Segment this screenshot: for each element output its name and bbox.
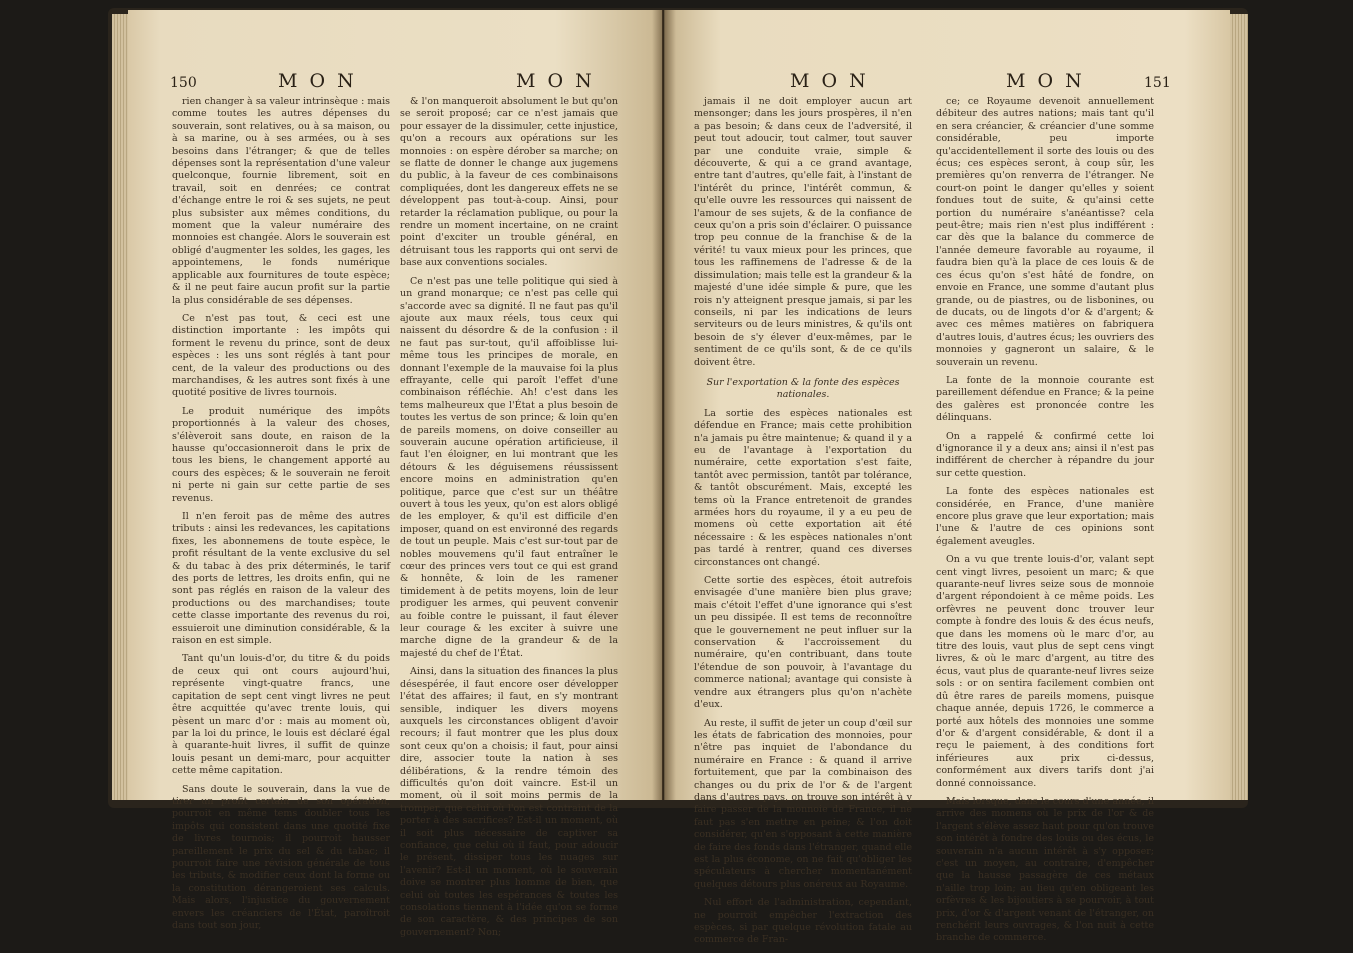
paragraph: Le produit numérique des impôts proportionnés à la valeur des choses, s'élèveroit sans doute, en raison de la hausse qu'occasionneroit dans le prix de tous les biens, le changement apporté au cours des espèces; & le souverain ne feroit ni perte ni gain sur cette partie de ses revenus. <box>172 405 390 504</box>
paragraph: La fonte de la monnoie courante est pareillement défendue en France; & la peine des galères est prononcée contre les délinquans. <box>936 374 1154 424</box>
paragraph: Sans doute le souverain, dans la vue de tirer un profit certain de son opération, pourroit en même tems doubler tous les impôts qui consistent dans une quotité fixe de livres tournois; il pourroit hausser pareillement le prix du sel & du tabac; il pourroit faire une révision générale de tous les tributs, & modifier ceux dont la forme ou la constitution dérangeroient ses calculs. Mais alors, l'injustice du gouvernement envers les créanciers de l'État, paroîtroit dans tout son jour, <box>172 783 390 931</box>
paragraph: Cette sortie des espèces, étoit autrefois envisagée d'une manière bien plus grave; mais c'étoit l'effet d'une ignorance qui s'est un peu dissipée. Il est tems de reconnoître que le gouvernement ne peut influer sur la conservation & l'accroissement du numéraire, qu'en contribuant, dans toute l'étendue de son pouvoir, à l'avantage du commerce national; avantage qui consiste à vendre aux étrangers plus qu'on n'achète d'eux. <box>694 575 912 711</box>
paragraph: Au reste, il suffit de jeter un coup d'œil sur les états de fabrication des monnoies, pour n'être pas inquiet de l'abondance du numéraire en France : & quand il arrive fortuitement, que par la combinaison des changes ou du prix de l'or & de l'argent dans d'autres pays, on trouve son intérêt à y faire passer de la monnoie de France, il ne faut pas s'en mettre en peine; & l'on doit considérer, qu'en s'opposant à cette manière de faire des fonds dans l'étranger, quand elle est la plus économe, on ne fait qu'obliger les spéculateurs à chercher momentanément quelques détours plus onéreux au Royaume. <box>694 717 912 890</box>
paragraph: La sortie des espèces nationales est défendue en France; mais cette prohibition n'a jamais pu être maintenue; & quand il y a eu de l'avantage à l'exportation du numéraire, cette exportation s'est faite, tantôt avec permission, tantôt par tolérance, & tantôt obscurément. Mais, excepté les tems où la France entretenoit de grandes armées hors du royaume, il y a eu peu de momens où cette exportation ait été nécessaire : & les espèces nationales n'ont pas tardé à rentrer, quand ces diverses circonstances ont changé. <box>694 407 912 568</box>
paragraph: On a vu que trente louis-d'or, valant sept cent vingt livres, pesoient un marc; & que quarante-neuf livres seize sous de monnoie d'argent répondoient à ce même poids. Les orfèvres ne peuvent donc trouver leur compte à fondre des louis & des écus neufs, que dans les momens où le marc d'or, au titre des louis, vaut plus de sept cens vingt livres, & où le marc d'argent, au titre des écus, vaut plus de quarante-neuf livres seize sols : or on sentira facilement combien ont dû être rares de pareils momens, puisque chaque année, depuis 1726, le commerce a porté aux hôtels des monnoies une somme d'or & d'argent considérable, & dont il a reçu le paiement, à des conditions fort inférieures aux prix ci-dessus, conformément aux divers tarifs dont j'ai donné connoissance. <box>936 554 1154 789</box>
paragraph: Nul effort de l'administration, cependant, ne pourroit empêcher l'extraction des espèces, si par quelque révolution fatale au commerce de Fran- <box>694 897 912 946</box>
left-column-1 <box>172 96 390 938</box>
paragraph: Ainsi, dans la situation des finances la plus désespérée, il faut encore oser développer l'état des affaires; il faut, en s'y montrant sensible, indiquer les divers moyens auxquels les circonstances obligent d'avoir recours; il faut montrer que les plus doux sont ceux qu'on a choisis; il faut, pour ainsi dire, associer toute la nation à ses délibérations, & la rendre témoin des difficultés qu'on doit vaincre. Est-il un moment, où il soit moins permis de la tromper, que celui où l'on est contraint de la porter à des sacrifices? Est-il un moment, où il soit plus nécessaire de captiver sa confiance, que celui où il faut, pour adoucir le présent, dissiper tous les nuages sur l'avenir? Est-il un moment, où le souverain doive se montrer plus homme de bien, que celui où toutes les espérances & toutes les consolations tiennent à l'idée qu'on se forme de son caractère, & des principes de son gouvernement? Non; <box>400 666 618 938</box>
paragraph: On a rappelé & confirmé cette loi d'ignorance il y a deux ans; ainsi il n'est pas indifférent de chercher à répandre du jour sur cette question. <box>936 430 1154 479</box>
paragraph: Il n'en feroit pas de même des autres tributs : ainsi les redevances, les capitations fixes, les abonnemens de toute espèce, le profit résultant de la vente exclusive du sel & du tabac à des prix déterminés, le tarif des ports de lettres, les droits enfin, qui ne sont pas réglés en raison de la valeur des productions ou des marchandises; toute cette classe importante des revenus du roi, essuieroit une diminution considérable, & la raison en est simple. <box>172 511 390 647</box>
paragraph: Ce n'est pas tout, & ceci est une distinction importante : les impôts qui forment le revenu du prince, sont de deux espèces : les uns sont réglés à tant pour cent, de la valeur des productions ou des marchandises, & les autres sont fixés à une quotité positive de livres tournois. <box>172 312 390 399</box>
left-column-2 <box>400 96 618 945</box>
right-column-1 <box>694 96 912 953</box>
right-page <box>664 10 1230 946</box>
paragraph: Tant qu'un louis-d'or, du titre & du poids de ceux qui ont cours aujourd'hui, représente vingt-quatre francs, une capitation de sept cent vingt livres ne peut être acquittée qu'avec trente louis, qui pèsent un marc d'or : mais au moment où, par la loi du prince, le louis est déclaré égal à quarante-huit livres, il suffit de quinze louis pesant un demi-marc, pour acquitter cette même capitation. <box>172 653 390 777</box>
page-number-left: 150 <box>170 75 197 91</box>
paragraph: Mais lorsque, dans le cours d'une année, il arrive des momens où le prix de l'or & de l'argent s'élève assez haut pour qu'on trouve son intérêt à fondre des louis ou des écus, le souverain n'a aucun intérêt à s'y opposer; c'est un moyen, au contraire, d'empêcher que la hausse passagère de ces métaux n'aille trop loin; au lieu qu'en obligeant les orfèvres & les bijoutiers à se pourvoir, à tout prix, d'or & d'argent venant de l'étranger, on renchérit leurs ouvrages, & l'on nuit à cette branche de commerce. <box>936 795 1154 944</box>
running-head-left-1: M O N <box>278 70 357 92</box>
page-edges-right <box>1230 14 1248 800</box>
book-gutter <box>652 10 676 800</box>
running-head-right-2: M O N <box>1006 70 1085 92</box>
paragraph: ce; ce Royaume devenoit annuellement débiteur des autres nations; mais tant qu'il en sera créancier, & créancier d'une somme considérable, peu importe qu'accidentellement il sorte des louis ou des écus; ces espèces seront, à coup sûr, les premières qu'on renverra de l'étranger. Ne court-on point le danger qu'elles y soient fondues tout de suite, & qu'ainsi cette portion du numéraire s'anéantisse? cela peut-être; mais rien n'est plus indifférent : car dès que la balance du commerce de l'année demeure favorable au royaume, il faudra bien qu'à la place de ces louis & de ces écus qu'on s'est hâté de fondre, on envoie en France, une somme d'autant plus grande, ou de piastres, ou de lisbonines, ou de ducats, ou de lingots d'or & d'argent; & avec ces mêmes matières on fabriquera d'autres louis, d'autres écus; les ouvriers des monnoies y gagneront un salaire, & le souverain un revenu. <box>936 96 1154 368</box>
paragraph: Ce n'est pas une telle politique qui sied à un grand monarque; ce n'est pas celle qui s'accorde avec sa dignité. Il ne faut pas qu'il ajoute aux maux réels, tous ceux qui naissent du désordre & de la confusion : il ne faut pas sur-tout, qu'il affoiblisse lui-même tous les principes de morale, en donnant l'exemple de la mauvaise foi la plus effrayante, celle qui paroît l'effet d'une combinaison réfléchie. Ah! c'est dans les tems malheureux que l'État a plus besoin de toutes les vertus de son prince; & loin qu'en de pareils momens, on doive conseiller au souverain aucune opération artificieuse, il faut l'en éloigner, en lui montrant que les détours & les déguisemens réussissent encore moins en administration qu'en politique, parce que c'est sur un théâtre ouvert à tous les yeux, qu'on est alors obligé de les employer, & qu'il est difficile d'en imposer, quand on est environné des regards de tout un peuple. Mais c'est sur-tout par de nobles mouvemens qu'il faut entraîner le cœur des princes vers tout ce qui est grand & honnête, & loin de les ramener timidement à de petits moyens, loin de leur prodiguer les armes, qui peuvent convenir au foible contre le puissant, il faut élever leur courage & les exciter à suivre une marche digne de la grandeur & de la majesté du chef de l'État. <box>400 275 618 659</box>
paragraph: jamais il ne doit employer aucun art mensonger; dans les jours prospères, il n'en a pas besoin; & dans ceux de l'adversité, il peut tout adoucir, tout calmer, tout sauver par une conduite vraie, simple & découverte, & qui a ce grand avantage, entre tant d'autres, qu'elle fait, à l'instant de l'intérêt du prince, l'intérêt commun, & qu'elle ouvre les ressources qui naissent de l'amour de ses sujets, & de la confiance de ceux qu'on a pris soin d'éclairer. O puissance trop peu connue de la franchise & de la vérité! tu vaux mieux pour les princes, que tous les raffinemens de l'adresse & de la dissimulation; mais telle est la grandeur & la majesté d'une idée simple & pure, que les rois n'y atteignent presque jamais, si par les conseils, ni par les indications de leurs serviteurs ou de leurs ministres, & qu'ils ont besoin de s'y élever d'eux-mêmes, par le sentiment de ce qu'ils sont, & de ce qu'ils doivent être. <box>694 96 912 368</box>
page-edges-left <box>112 14 128 800</box>
paragraph: & l'on manqueroit absolument le but qu'on se seroit proposé; car ce n'est jamais que pour essayer de la dissimuler, cette injustice, qu'on a recours aux opérations sur les monnoies : on espère dérober sa marche; on se flatte de donner le change aux jugemens du public, à la faveur de ces combinaisons compliquées, dont les dangereux effets ne se développent pas tout-à-coup. Ainsi, pour retarder la réclamation publique, ou pour la rendre un moment incertaine, on ne craint point d'exciter un trouble général, en détruisant tous les rapports qui ont servi de base aux conventions sociales. <box>400 96 618 269</box>
running-head-left-2: M O N <box>516 70 595 92</box>
running-head-right-1: M O N <box>790 70 869 92</box>
right-column-2 <box>936 96 1154 951</box>
left-page <box>128 10 662 938</box>
paragraph: rien changer à sa valeur intrinsèque : mais comme toutes les autres dépenses du souverain, sont relatives, ou à sa maison, ou à sa marine, ou à ses armées, ou à ses besoins dans l'étranger; & que de telles dépenses sont la représentation d'une valeur quelconque, fournie librement, soit en travail, soit en denrées; ce contrat d'échange entre le roi & ses sujets, ne peut plus subsister aux mêmes conditions, du moment que la valeur numéraire des monnoies est changée. Alors le souverain est obligé d'augmenter les soldes, les gages, les appointemens, le fonds numérique applicable aux fournitures de toute espèce; & il ne peut faire aucun profit sur la partie la plus considérable de ses dépenses. <box>172 96 390 306</box>
page-number-right: 151 <box>1144 75 1171 91</box>
section-heading: Sur l'exportation & la fonte des espèces nationales. <box>706 376 900 401</box>
paragraph: La fonte des espèces nationales est considérée, en France, d'une manière encore plus grave que leur exportation; mais l'une & l'autre de ces opinions sont également aveugles. <box>936 486 1154 547</box>
